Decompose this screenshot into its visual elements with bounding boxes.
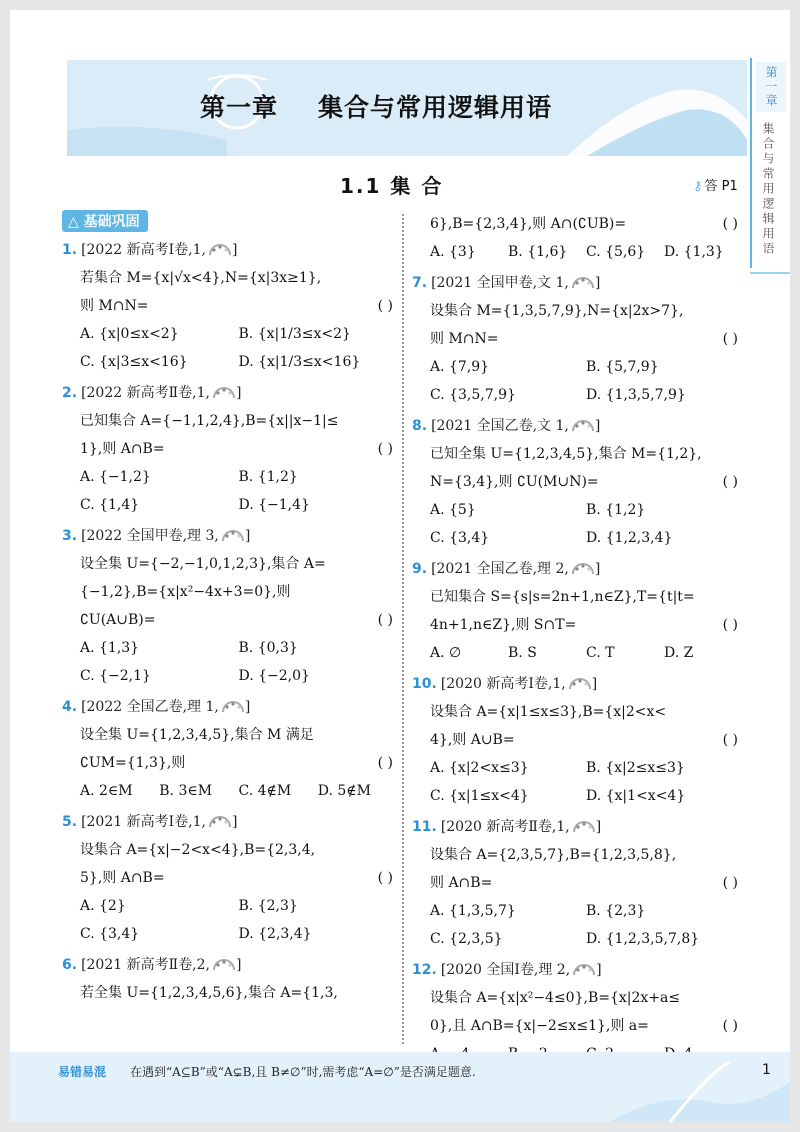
answer-blank[interactable]: ( ) xyxy=(722,732,738,748)
question-number: 9. xyxy=(412,561,428,577)
answer-option[interactable]: D. {1,3,5,7,9} xyxy=(586,387,686,403)
answer-option[interactable]: D. {1,2,3,5,7,8} xyxy=(586,931,700,947)
answer-option[interactable]: C. {x|3≤x<16} xyxy=(80,354,188,370)
question-source: [2021 新高考Ⅰ卷,1, xyxy=(81,814,206,830)
source-bracket: ] xyxy=(231,814,238,830)
question-header xyxy=(412,813,742,841)
source-bracket: ] xyxy=(594,418,601,434)
question-number: 5. xyxy=(62,814,78,830)
question-number: 6. xyxy=(62,957,78,973)
difficulty-tag-icon xyxy=(212,959,236,971)
answer-option[interactable]: D. {x|1<x<4} xyxy=(586,788,686,804)
difficulty-tag-icon xyxy=(208,244,232,256)
side-tab-divider xyxy=(750,272,790,274)
option-row xyxy=(62,662,397,690)
answer-option[interactable]: B. 3∈M xyxy=(159,783,213,799)
answer-option[interactable]: C. T xyxy=(586,645,615,661)
question-header xyxy=(62,951,397,979)
question-stem-line xyxy=(62,550,397,578)
question-number: 11. xyxy=(412,819,437,835)
answer-option[interactable]: D. {−2,0} xyxy=(238,668,310,684)
side-tab xyxy=(750,58,790,268)
question xyxy=(62,951,397,1007)
question-text: 5},则 A∩B= xyxy=(80,870,165,886)
question xyxy=(62,522,397,690)
question-text: 设集合 A={x|x²−4≤0},B={x|2x+a≤ xyxy=(430,990,681,1006)
source-bracket: ] xyxy=(235,385,242,401)
question-source: [2022 新高考Ⅰ卷,1, xyxy=(81,242,206,258)
difficulty-tag-icon xyxy=(208,816,232,828)
side-tab-chapter: 第一章 xyxy=(756,62,786,112)
difficulty-tag-icon xyxy=(221,530,245,542)
difficulty-tag-icon xyxy=(568,678,592,690)
question xyxy=(412,210,742,266)
question-stem-line xyxy=(412,1012,742,1040)
option-row xyxy=(62,348,397,376)
question-stem-line xyxy=(62,292,397,320)
answer-option[interactable]: B. {1,2} xyxy=(586,502,646,518)
question xyxy=(412,412,742,552)
difficulty-tag-icon xyxy=(571,277,595,289)
question-text: ∁UM={1,3},则 xyxy=(80,755,186,771)
triangle-icon: △ xyxy=(68,214,84,230)
answer-option[interactable]: A. {2} xyxy=(80,898,126,914)
answer-option[interactable]: C. {5,6} xyxy=(586,244,646,260)
answer-blank[interactable]: ( ) xyxy=(377,612,393,628)
answer-blank[interactable]: ( ) xyxy=(722,216,738,232)
question-header xyxy=(62,379,397,407)
left-column xyxy=(62,210,397,1010)
question xyxy=(62,379,397,519)
question-number: 7. xyxy=(412,275,428,291)
question xyxy=(62,693,397,805)
answer-option[interactable]: B. {x|2≤x≤3} xyxy=(586,760,685,776)
chapter-name: 集合与常用逻辑用语 xyxy=(318,93,553,122)
question-text: 已知全集 U={1,2,3,4,5},集合 M={1,2}, xyxy=(430,446,702,462)
page-number: 1 xyxy=(762,1062,771,1078)
question-stem-line xyxy=(62,979,397,1007)
question-source: [2021 新高考Ⅱ卷,2, xyxy=(81,957,210,973)
key-icon: ⚷ xyxy=(693,179,703,194)
answer-blank[interactable]: ( ) xyxy=(722,1018,738,1034)
option-row xyxy=(62,634,397,662)
answer-option[interactable]: A. {x|0≤x<2} xyxy=(80,326,179,342)
source-bracket: ] xyxy=(595,819,602,835)
question-header xyxy=(62,522,397,550)
answer-option[interactable]: B. {0,3} xyxy=(238,640,298,656)
difficulty-tag-icon xyxy=(572,964,596,976)
answer-option[interactable]: B. {x|1/3≤x<2} xyxy=(238,326,351,342)
question-text: 设集合 A={x|1≤x≤3},B={x|2<x< xyxy=(430,704,667,720)
answer-option[interactable]: D. {x|1/3≤x<16} xyxy=(238,354,361,370)
question-text: 则 A∩B= xyxy=(430,875,493,891)
question-stem-line xyxy=(412,325,742,353)
answer-option[interactable]: C. {1,4} xyxy=(80,497,140,513)
option-row xyxy=(412,782,742,810)
option-row xyxy=(412,353,742,381)
option-row xyxy=(62,920,397,948)
answer-blank[interactable]: ( ) xyxy=(722,331,738,347)
question-header xyxy=(62,808,397,836)
question-text: 则 M∩N= xyxy=(430,331,499,347)
option-row xyxy=(412,524,742,552)
answer-option[interactable]: A. {1,3} xyxy=(80,640,140,656)
source-bracket: ] xyxy=(594,275,601,291)
question-text: 设全集 U={1,2,3,4,5},集合 M 满足 xyxy=(80,727,314,743)
answer-option[interactable]: D. {1,2,3,4} xyxy=(586,530,673,546)
answer-blank[interactable]: ( ) xyxy=(377,441,393,457)
question-stem-line xyxy=(412,841,742,869)
answer-option[interactable]: B. {1,2} xyxy=(238,469,298,485)
side-tab-title: 集合与常用逻辑用语 xyxy=(761,122,775,257)
question-stem-line xyxy=(62,264,397,292)
option-row xyxy=(412,925,742,953)
answer-option[interactable]: A. {x|2<x≤3} xyxy=(430,760,529,776)
question-stem-line xyxy=(62,606,397,634)
answer-blank[interactable]: ( ) xyxy=(377,755,393,771)
source-bracket: ] xyxy=(596,962,602,978)
answer-option[interactable]: C. {3,4} xyxy=(80,926,140,942)
answer-option[interactable]: C. {−2,1} xyxy=(80,668,151,684)
question-header xyxy=(412,956,742,984)
source-bracket: ] xyxy=(244,699,251,715)
question-stem-line xyxy=(412,210,742,238)
question-stem-line xyxy=(412,726,742,754)
answer-option[interactable]: C. {x|1≤x<4} xyxy=(430,788,529,804)
question-number: 8. xyxy=(412,418,428,434)
question-source: [2021 全国乙卷,理 2, xyxy=(431,561,569,577)
footer-label: 易错易混 xyxy=(58,1065,107,1079)
option-row xyxy=(412,496,742,524)
answer-reference-text: 答 P1 xyxy=(704,179,738,194)
question-stem-line xyxy=(62,864,397,892)
source-bracket: ] xyxy=(244,528,251,544)
option-row xyxy=(412,754,742,782)
answer-option[interactable]: C. {3,4} xyxy=(430,530,490,546)
question-text: 则 M∩N= xyxy=(80,298,149,314)
answer-option[interactable]: D. 5∉M xyxy=(317,783,371,799)
question-text: N={3,4},则 ∁U(M∪N)= xyxy=(430,474,599,490)
question-header xyxy=(62,236,397,264)
answer-option[interactable]: B. {5,7,9} xyxy=(586,359,659,375)
question xyxy=(412,813,742,953)
answer-option[interactable]: B. {1,6} xyxy=(508,244,568,260)
question-source: [2022 新高考Ⅱ卷,1, xyxy=(81,385,210,401)
question-stem-line xyxy=(62,435,397,463)
question xyxy=(62,236,397,376)
question xyxy=(412,555,742,667)
option-row xyxy=(62,892,397,920)
option-row xyxy=(62,777,397,805)
question-text: 设全集 U={−2,−1,0,1,2,3},集合 A= xyxy=(80,556,326,572)
question-source: [2020 新高考Ⅰ卷,1, xyxy=(440,676,566,692)
question-stem-line xyxy=(62,578,397,606)
question-text: 设集合 A={x|−2<x<4},B={2,3,4, xyxy=(80,842,316,858)
question-stem-line xyxy=(412,297,742,325)
question-stem-line xyxy=(412,698,742,726)
page xyxy=(10,10,790,1122)
question-text: 4},则 A∪B= xyxy=(430,732,515,748)
option-row xyxy=(412,238,742,266)
chapter-title xyxy=(200,88,592,124)
answer-reference xyxy=(693,175,738,194)
question-source: [2021 全国乙卷,文 1, xyxy=(431,418,569,434)
column-divider xyxy=(402,214,404,1044)
difficulty-tag-icon xyxy=(571,420,595,432)
answer-option[interactable]: B. S xyxy=(508,645,537,661)
section-title: 1.1 集 合 xyxy=(340,174,444,198)
option-row xyxy=(62,491,397,519)
answer-option[interactable]: D. Z xyxy=(664,645,694,661)
option-row xyxy=(412,639,742,667)
answer-option[interactable]: C. 4∉M xyxy=(238,783,292,799)
question-text: 4n+1,n∈Z},则 S∩T= xyxy=(430,617,577,633)
question-stem-line xyxy=(412,984,742,1012)
question-text: 0},且 A∩B={x|−2≤x≤1},则 a= xyxy=(430,1018,649,1034)
question-stem-line xyxy=(62,749,397,777)
question-stem-line xyxy=(412,440,742,468)
answer-option[interactable]: D. {2,3,4} xyxy=(238,926,312,942)
question xyxy=(412,269,742,409)
question-number: 1. xyxy=(62,242,78,258)
answer-option[interactable]: A. 2∈M xyxy=(80,783,133,799)
answer-blank[interactable]: ( ) xyxy=(722,875,738,891)
question-source: [2022 全国乙卷,理 1, xyxy=(81,699,219,715)
question-text: 1},则 A∩B= xyxy=(80,441,165,457)
answer-option[interactable]: A. {3} xyxy=(430,244,476,260)
answer-blank[interactable]: ( ) xyxy=(377,870,393,886)
question xyxy=(62,808,397,948)
question-text: 若集合 M={x|√x<4},N={x|3x≥1}, xyxy=(80,270,322,286)
answer-option[interactable]: C. {3,5,7,9} xyxy=(430,387,516,403)
section-heading xyxy=(62,210,148,232)
source-bracket: ] xyxy=(231,242,238,258)
question-text: {−1,2},B={x|x²−4x+3=0},则 xyxy=(80,584,291,600)
answer-blank[interactable]: ( ) xyxy=(722,617,738,633)
difficulty-tag-icon xyxy=(571,563,595,575)
question-source: [2020 新高考Ⅱ卷,1, xyxy=(440,819,570,835)
option-row xyxy=(412,897,742,925)
question-text: 已知集合 A={−1,1,2,4},B={x||x−1|≤ xyxy=(80,413,339,429)
question-text: 设集合 M={1,3,5,7,9},N={x|2x>7}, xyxy=(430,303,684,319)
question-number: 12. xyxy=(412,962,437,978)
answer-option[interactable]: C. {2,3,5} xyxy=(430,931,503,947)
question-stem-line xyxy=(62,836,397,864)
question-stem-line xyxy=(62,407,397,435)
source-bracket: ] xyxy=(591,676,598,692)
question-header xyxy=(412,670,742,698)
question-number: 4. xyxy=(62,699,78,715)
question-source: [2020 全国Ⅰ卷,理 2, xyxy=(440,962,571,978)
section-heading-text: 基础巩固 xyxy=(83,214,140,230)
question-header xyxy=(62,693,397,721)
option-row xyxy=(412,381,742,409)
question-number: 3. xyxy=(62,528,78,544)
question-text: 设集合 A={2,3,5,7},B={1,2,3,5,8}, xyxy=(430,847,677,863)
difficulty-tag-icon xyxy=(221,701,245,713)
answer-option[interactable]: A. {5} xyxy=(430,502,476,518)
chapter-label: 第一章 xyxy=(200,93,279,122)
difficulty-tag-icon xyxy=(572,821,596,833)
answer-blank[interactable]: ( ) xyxy=(722,474,738,490)
question-stem-line xyxy=(62,721,397,749)
difficulty-tag-icon xyxy=(212,387,236,399)
question-number: 10. xyxy=(412,676,437,692)
question-header xyxy=(412,269,742,297)
answer-option[interactable]: A. {−1,2} xyxy=(80,469,151,485)
answer-option[interactable]: B. {2,3} xyxy=(586,903,646,919)
answer-option[interactable]: D. {−1,4} xyxy=(238,497,310,513)
answer-option[interactable]: B. {2,3} xyxy=(238,898,298,914)
question-text: 已知集合 S={s|s=2n+1,n∈Z},T={t|t= xyxy=(430,589,695,605)
question-stem-line xyxy=(412,869,742,897)
question-stem-line xyxy=(412,468,742,496)
question-text: 6},B={2,3,4},则 A∩(∁UB)= xyxy=(430,216,627,232)
option-row xyxy=(62,320,397,348)
question-number: 2. xyxy=(62,385,78,401)
question-stem-line xyxy=(412,583,742,611)
answer-option[interactable]: D. {1,3} xyxy=(664,244,724,260)
question-header xyxy=(412,412,742,440)
question-header xyxy=(412,555,742,583)
answer-option[interactable]: A. ∅ xyxy=(430,645,462,661)
question xyxy=(412,670,742,810)
answer-option[interactable]: A. {1,3,5,7} xyxy=(430,903,516,919)
answer-blank[interactable]: ( ) xyxy=(377,298,393,314)
answer-option[interactable]: A. {7,9} xyxy=(430,359,490,375)
option-row xyxy=(62,463,397,491)
question-stem-line xyxy=(412,611,742,639)
footer-note: 在遇到“A⊆B”或“A⊊B,且 B≠∅”时,需考虑“A=∅”是否满足题意. xyxy=(130,1065,476,1079)
source-bracket: ] xyxy=(235,957,242,973)
source-bracket: ] xyxy=(594,561,601,577)
question-source: [2021 全国甲卷,文 1, xyxy=(431,275,569,291)
right-column xyxy=(412,210,742,1071)
question-text: ∁U(A∪B)= xyxy=(80,612,156,628)
question-source: [2022 全国甲卷,理 3, xyxy=(81,528,219,544)
question-text: 若全集 U={1,2,3,4,5,6},集合 A={1,3, xyxy=(80,985,338,1001)
